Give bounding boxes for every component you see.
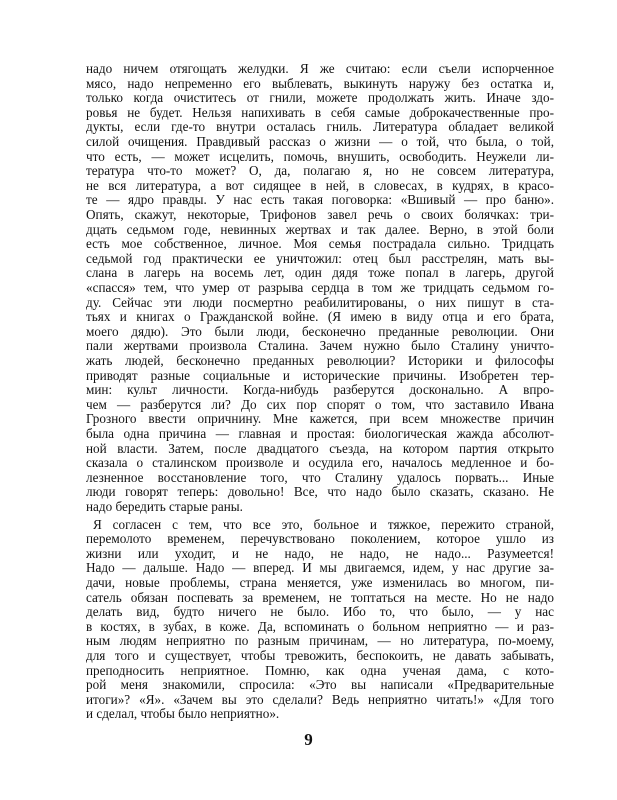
text-line: жать людей, бесконечно преданных революции? Историки и философы (86, 353, 554, 368)
text-line: есть мое собственное, личное. Моя семья пострадала сильно. Тридцать (86, 236, 554, 252)
text-line: Грозного ввести опричнину. Мне кажется, при всем множестве причин (86, 411, 554, 427)
text-line: дцать седьмом годе, невинных жертвах и так далее. Верно, в этой боли (86, 221, 554, 237)
text-line: Опять, скажут, некоторые, Трифонов завел речь о своих болячках: три- (86, 207, 554, 222)
text-line: Я согласен с тем, что все это, больное и тяжкое, пережито страной, (93, 516, 554, 532)
text-line: в костях, в зубах, в коже. Да, вспоминать о больном неприятно — и раз- (86, 618, 554, 634)
text-line: люди говорят теперь: довольно! Все, что надо было сказать, сказано. Не (86, 484, 554, 500)
text-line: надо бередить старые раны. (86, 499, 243, 514)
text-line: Надо — дальше. Надо — вперед. И мы двигаемся, идем, у нас другие за- (86, 560, 554, 576)
text-line: силой очищения. Правдивый рассказ о жизни — о той, что была, о той, (86, 134, 554, 149)
text-line: рой меня знакомили, спросила: «Это вы написали «Предварительные (86, 677, 554, 693)
text-line: для того и существует, чтобы тревожить, беспокоить, не давать забывать, (86, 648, 554, 663)
text-line: пали жертвами произвола Сталина. Зачем нужно было Сталину уничто- (86, 338, 554, 354)
text-line: приводят разные социальные и исторические причины. Изобретен тер- (86, 367, 554, 383)
text-line: преподносить неприятное. Помню, как одна ученая дама, с кото- (86, 662, 554, 678)
page-number: 9 (304, 730, 313, 749)
text-line: итоги»? «Я». «Зачем вы это сделали? Ведь неприятно читать!» «Для того (86, 691, 554, 707)
text-line: «спасся» тем, что умер от разрыва сердца в том же тридцать седьмом го- (86, 280, 554, 295)
text-line: надо ничем отягощать желудки. Я же считаю: если съели испорченное (86, 61, 554, 76)
text-line: тература что-то может? О, да, полагаю я, но не совсем литература, (86, 163, 554, 179)
text-line: ду. Сейчас эти люди посмертно реабилитированы, о них пишут в ста- (86, 294, 554, 310)
text-line: тьях и книгах о Гражданской войне. (Я имею в виду отца и его брата, (86, 309, 554, 325)
text-line: сказала о сталинском произволе и осудила его, началось медленное и бо- (86, 455, 554, 471)
text-line: лезненное восстановление того, что Сталину удалось порвать... Иные (86, 469, 554, 485)
text-line: жизни или уходит, и не надо, не надо, не надо... Разумеется! (86, 545, 554, 561)
text-line: чем — разберутся ли? До сих пор спорят о том, что заставило Ивана (86, 396, 554, 412)
text-line: мясо, надо непременно его выблевать, выкинуть наружу без остатка и, (86, 75, 554, 91)
text-line: слана в лагерь на восемь лет, один дядя тоже попал в лагерь, другой (86, 265, 554, 281)
text-line: ной власти. Затем, после двадцатого съезда, на котором партия открыто (86, 440, 554, 456)
text-line: ровья не будет. Нельзя напихивать в себя самые доброкачественные про- (86, 104, 554, 120)
text-line: что есть, — может исцелить, помочь, внушить, освободить. Неужели ли- (86, 148, 554, 164)
text-line: ным людям неприятно по разным причинам, — но литература, по-моему, (86, 633, 554, 649)
text-line: мин: культ личности. Когда-нибудь разберутся досконально. А впро- (86, 382, 554, 398)
text-line: дачи, новые проблемы, страна меняется, уже изменилась во многом, пи- (86, 575, 554, 590)
text-line: седьмой год практически ее уничтожил: отец был расстрелян, мать вы- (86, 250, 554, 266)
text-line: сатель обязан поспевать за временем, не топтаться на месте. Но не надо (86, 589, 554, 605)
text-line: дукты, если где-то внутри осталась гниль. Литература обладает великой (86, 119, 554, 135)
text-line: не вся литература, а вот сидящее в ней, в словесах, в кудрях, в красо- (86, 177, 554, 193)
text-line: была одна причина — главная и простая: биологическая жажда абсолют- (86, 426, 554, 441)
text-line: делать вид, будто ничего не было. Ибо то, что было, — у нас (86, 604, 554, 620)
text-line: только когда очиститесь от гнили, можете продолжать жить. Иначе здо- (86, 90, 554, 106)
text-line: и сделал, чтобы было неприятно». (86, 706, 280, 722)
text-line: те — ядро правды. У нас есть такая поговорка: «Вшивый — про баню». (86, 192, 554, 208)
text-line: перемолото временем, перечувствовано поколением, которое ушло из (86, 531, 554, 547)
text-line: моего дядю). Это были люди, бесконечно преданные революции. Они (86, 323, 554, 339)
